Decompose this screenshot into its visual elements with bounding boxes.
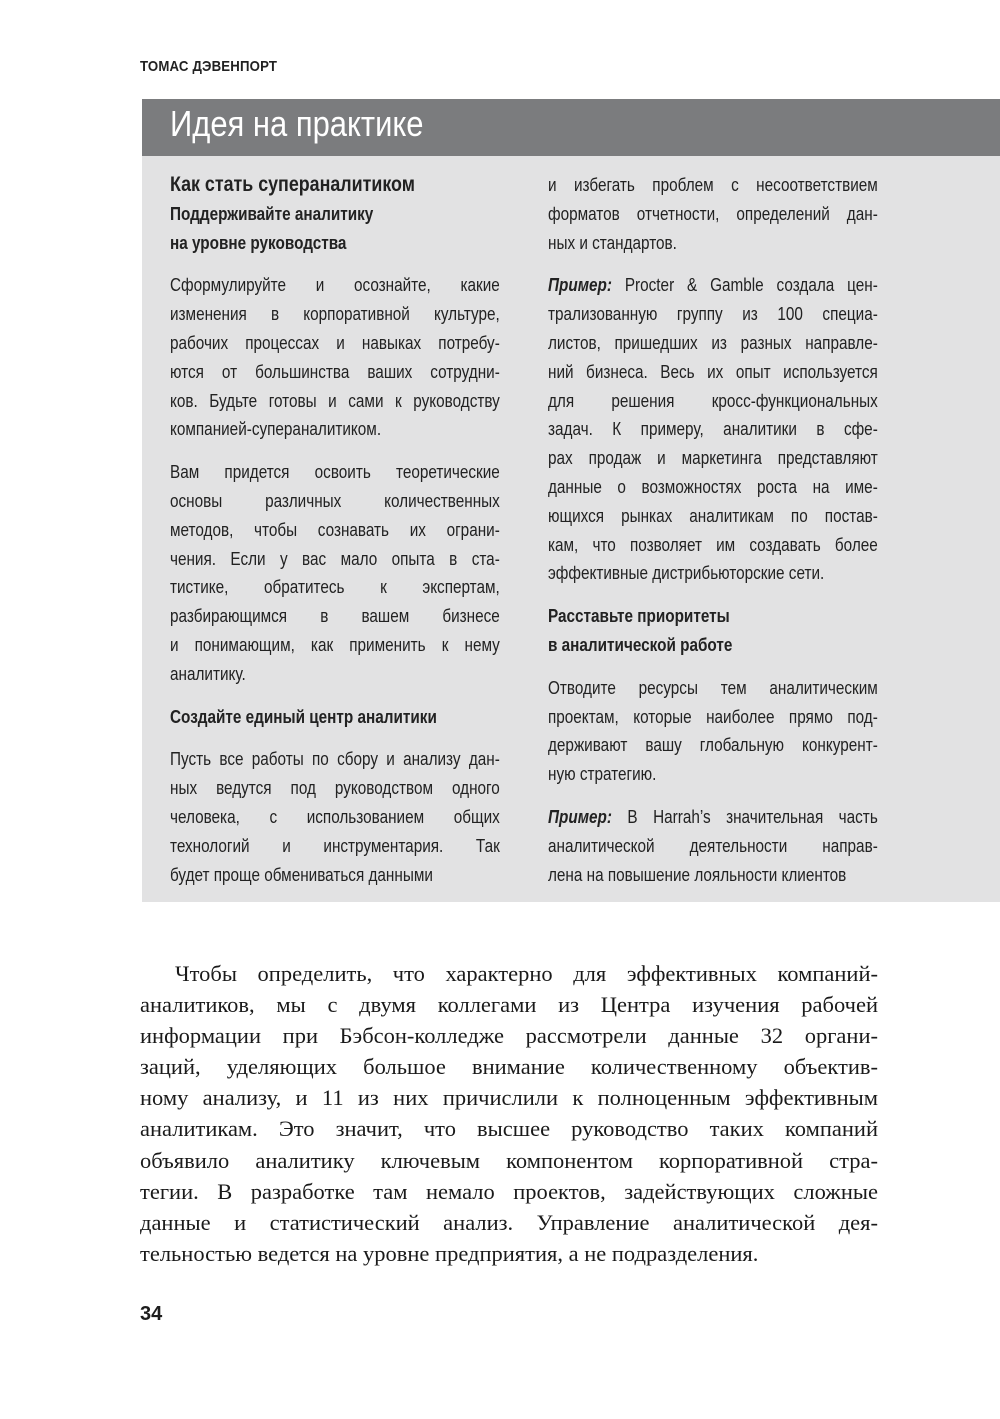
text-line: тегии. В разработке там немало проектов, задействующих сложные [140,1178,878,1204]
text-line: Чтобы определить, что характерно для эффективных компаний- [175,961,878,986]
text-line: рабочих процессах и навыках потребу- [170,332,500,353]
text-line: Отводите ресурсы тем аналитическим [548,677,878,698]
text-line: ных ведутся под руководством одного [170,778,500,799]
text-line: проектам, которые наиболее прямо под- [548,706,878,727]
example-label: Пример: [548,806,612,827]
text-line: рах продаж и маркетинга представляют [548,448,878,469]
running-head: ТОМАС ДЭВЕНПОРТ [140,58,278,75]
text-line: кам, что позволяет им создавать более [548,534,878,555]
text-line: ющихся рынках аналитикам по постав- [548,505,878,526]
text-line: информации при Бэбсон-колледже рассмотрели данные 32 органи- [140,1023,878,1049]
text-line: форматов отчетности, определений дан- [548,203,878,224]
text-line: данные и статистический анализ. Управление аналитической дея- [140,1209,878,1235]
text-line: технологий и инструментария. Так [170,835,500,856]
text-line-rest: Procter & Gamble создала цен- [611,275,878,296]
text-line: ному анализу, и 11 из них причислили к полноценным эффективным [140,1085,878,1111]
example-label: Пример: [548,275,612,296]
text-line: изменения в корпоративной культуре, [170,304,500,325]
text-line: ную стратегию. [548,764,657,785]
text-line: и избегать проблем с несоответствием [548,175,878,195]
sidebar-left-column [170,171,500,903]
text-line: тистике, обратитесь к экспертам, [170,577,500,598]
heading [170,200,500,258]
text-line: ных и стандартов. [548,232,677,253]
text-line: Пусть все работы по сбору и анализу дан- [170,749,500,770]
text-line: Расставьте приоритеты [548,606,730,627]
text-line: аналитиков, мы с двумя коллегами из Центра изучения рабочей [140,992,878,1018]
heading [170,703,500,732]
paragraph [170,745,500,889]
text-line: держивают вашу глобальную конкурент- [548,735,878,756]
text-line: компанией-супераналитиком. [170,419,382,440]
text-line: ний бизнеса. Весь их опыт используется [548,361,878,382]
paragraph [170,458,500,688]
text-line: данные о возможностях роста на име- [548,476,878,497]
text-line: трализованную группу из 100 специа- [548,304,878,325]
paragraph [170,271,500,444]
text-line: аналитику. [170,663,246,684]
text-line: методов, чтобы сознавать их ограни- [170,519,500,540]
text-line: аналитикам. Это значит, что высшее руководство таких компаний [140,1116,878,1142]
text-line: разбирающимся в вашем бизнесе [170,606,500,627]
sidebar-box [142,99,1000,902]
text-line: Вам придется освоить теоретические [170,462,500,483]
text-line: аналитической деятельности направ- [548,835,878,856]
text-line [548,803,878,832]
text-line: Поддерживайте аналитику [170,203,374,224]
page-number: 34 [140,1303,163,1325]
text-line: для решения кросс-функциональных [548,390,878,411]
text-line [548,271,878,300]
text-line: ков. Будьте готовы и сами к руководству [170,390,500,411]
text-line: в аналитической работе [548,634,733,655]
text-line: эффективные дистрибьюторские сети. [548,563,825,584]
text-line: Сформулируйте и осознайте, какие [170,275,500,296]
text-line: чения. Если у вас мало опыта в ста- [170,548,500,569]
text-line: объявило аналитику ключевым компонентом корпоративной стра- [140,1147,878,1173]
paragraph [548,803,878,889]
text-line: ются от большинства ваших сотрудни- [170,361,500,382]
sidebar-title: Идея на практике [170,103,424,144]
heading [170,171,500,200]
sidebar-title-bar [142,99,1000,156]
text-line: заций, уделяющих большое внимание количественному объектив- [140,1054,878,1080]
text-line: тельностью ведется на уровне предприятия, а не подразделения. [140,1240,759,1266]
text-line: Создайте единый центр аналитики [170,706,437,727]
heading [548,602,878,660]
text-line: Как стать супераналитиком [170,173,415,196]
text-line: будет проще обмениваться данными [170,864,433,885]
text-line: лена на повышение лояльности клиентов [548,864,847,885]
text-line: задач. К примеру, аналитики в сфе- [548,419,878,440]
text-line: и понимающим, как применить к нему [170,634,500,655]
text-line: основы различных количественных [170,490,500,511]
sidebar-right-column [548,171,878,903]
text-line: человека, с использованием общих [170,806,500,827]
text-line-rest: В Harrah’s значительная часть [611,806,878,827]
text-line: на уровне руководства [170,232,347,253]
text-line: листов, пришедших из разных направле- [548,332,878,353]
paragraph [548,674,878,789]
paragraph [548,271,878,588]
body-text [140,958,878,1269]
paragraph [548,171,878,257]
